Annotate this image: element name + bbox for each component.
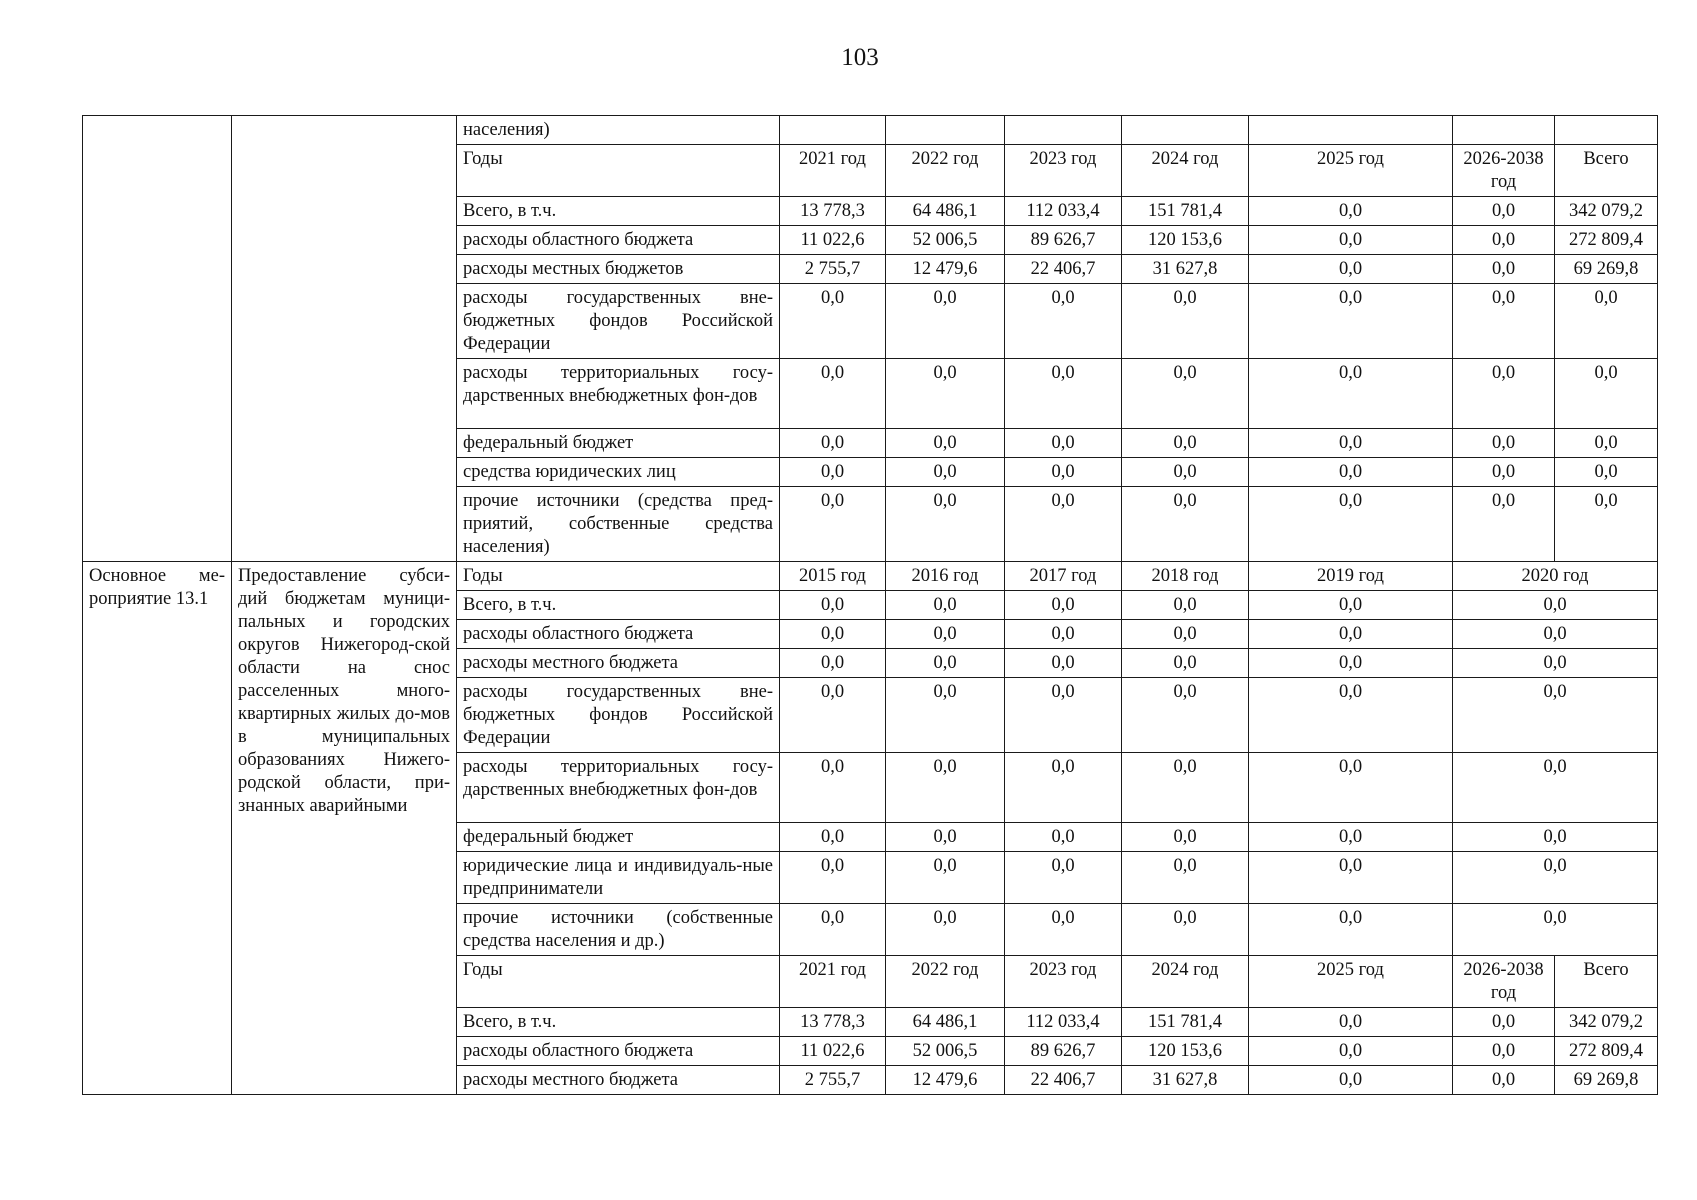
year-header: 2024 год [1122,145,1249,197]
row-label: расходы местных бюджетов [457,255,780,284]
value-cell: 64 486,1 [886,197,1005,226]
blank-cell [780,116,886,145]
value-cell: 0,0 [1453,255,1555,284]
value-cell: 0,0 [886,429,1005,458]
value-cell: 0,0 [886,620,1005,649]
value-cell: 0,0 [1453,458,1555,487]
row-label: расходы государственных вне-бюджетных фондов Российской Федерации [457,678,780,753]
value-cell: 0,0 [886,753,1005,823]
value-cell: 0,0 [1453,284,1555,359]
value-cell: 12 479,6 [886,255,1005,284]
blank-cell [1005,116,1122,145]
year-header: 2021 год [780,145,886,197]
row-label: средства юридических лиц [457,458,780,487]
value-cell: 52 006,5 [886,226,1005,255]
value-cell: 0,0 [1249,649,1453,678]
value-cell: 69 269,8 [1555,1066,1658,1095]
value-cell: 0,0 [1005,429,1122,458]
row-label: Всего, в т.ч. [457,197,780,226]
value-cell: 0,0 [1005,359,1122,429]
value-cell: 0,0 [1249,226,1453,255]
value-cell: 0,0 [1453,649,1658,678]
year-header: 2018 год [1122,562,1249,591]
value-cell: 0,0 [780,591,886,620]
row-label: Всего, в т.ч. [457,1008,780,1037]
value-cell: 0,0 [1122,458,1249,487]
value-cell: 0,0 [1453,904,1658,956]
value-cell: 0,0 [780,359,886,429]
value-cell: 52 006,5 [886,1037,1005,1066]
value-cell: 64 486,1 [886,1008,1005,1037]
value-cell: 0,0 [1122,284,1249,359]
value-cell: 0,0 [1249,852,1453,904]
measure-name: Основное ме-роприятие 13.1 [83,562,232,1095]
blank-cell [83,116,232,562]
years-label: Годы [457,562,780,591]
value-cell: 0,0 [1122,591,1249,620]
value-cell: 0,0 [780,678,886,753]
row-label: расходы областного бюджета [457,226,780,255]
value-cell: 0,0 [1122,753,1249,823]
value-cell: 0,0 [1453,226,1555,255]
row-label: расходы местного бюджета [457,1066,780,1095]
row-label: расходы территориальных госу-дарственных внебюджетных фон-дов [457,359,780,429]
value-cell: 0,0 [1453,591,1658,620]
value-cell: 0,0 [1005,458,1122,487]
value-cell: 0,0 [1122,852,1249,904]
value-cell: 0,0 [780,823,886,852]
row-label: прочие источники (средства пред-приятий, собственные средства населения) [457,487,780,562]
value-cell: 0,0 [886,823,1005,852]
row-label: расходы государственных вне-бюджетных фондов Российской Федерации [457,284,780,359]
value-cell: 0,0 [1122,649,1249,678]
value-cell: 0,0 [780,649,886,678]
value-cell: 0,0 [1555,359,1658,429]
value-cell: 22 406,7 [1005,1066,1122,1095]
year-header: 2017 год [1005,562,1122,591]
value-cell: 0,0 [1122,487,1249,562]
row-label: расходы территориальных госу-дарственных внебюджетных фон-дов [457,753,780,823]
row-label: федеральный бюджет [457,823,780,852]
value-cell: 0,0 [886,852,1005,904]
value-cell: 0,0 [1249,591,1453,620]
value-cell: 0,0 [886,649,1005,678]
value-cell: 151 781,4 [1122,1008,1249,1037]
value-cell: 0,0 [886,487,1005,562]
value-cell: 0,0 [1122,359,1249,429]
value-cell: 0,0 [1453,678,1658,753]
header-row [83,562,1658,591]
value-cell: 0,0 [780,487,886,562]
year-header: Всего [1555,956,1658,1008]
value-cell: 272 809,4 [1555,226,1658,255]
budget-table [82,115,1658,1095]
value-cell: 112 033,4 [1005,197,1122,226]
year-header: 2026-2038 год [1453,145,1555,197]
row-label: прочие источники (собственные средства населения и др.) [457,904,780,956]
value-cell: 0,0 [1249,359,1453,429]
blank-cell [232,116,457,562]
value-cell: 0,0 [1555,429,1658,458]
value-cell: 0,0 [780,904,886,956]
value-cell: 0,0 [1005,591,1122,620]
value-cell: 0,0 [1122,904,1249,956]
row-label: Всего, в т.ч. [457,591,780,620]
value-cell: 0,0 [886,591,1005,620]
value-cell: 0,0 [1005,852,1122,904]
year-header: 2023 год [1005,145,1122,197]
value-cell: 0,0 [780,429,886,458]
value-cell: 0,0 [886,904,1005,956]
years-label: Годы [457,956,780,1008]
value-cell: 13 778,3 [780,197,886,226]
value-cell: 0,0 [1005,620,1122,649]
value-cell: 0,0 [1453,1037,1555,1066]
value-cell: 0,0 [1453,852,1658,904]
year-header: 2025 год [1249,145,1453,197]
value-cell: 0,0 [1249,1066,1453,1095]
row-label: населения) [457,116,780,145]
year-header: 2019 год [1249,562,1453,591]
value-cell: 0,0 [1005,904,1122,956]
value-cell: 0,0 [1005,284,1122,359]
value-cell: 0,0 [780,753,886,823]
value-cell: 0,0 [1005,823,1122,852]
value-cell: 0,0 [1249,458,1453,487]
value-cell: 0,0 [1453,1066,1555,1095]
value-cell: 0,0 [1249,487,1453,562]
value-cell: 0,0 [1453,197,1555,226]
value-cell: 0,0 [1249,429,1453,458]
value-cell: 0,0 [1249,1008,1453,1037]
year-header: 2022 год [886,145,1005,197]
year-header: 2024 год [1122,956,1249,1008]
value-cell: 0,0 [886,678,1005,753]
value-cell: 22 406,7 [1005,255,1122,284]
value-cell: 272 809,4 [1555,1037,1658,1066]
value-cell: 342 079,2 [1555,1008,1658,1037]
year-header: 2026-2038 год [1453,956,1555,1008]
value-cell: 12 479,6 [886,1066,1005,1095]
value-cell: 2 755,7 [780,255,886,284]
value-cell: 0,0 [1555,487,1658,562]
table-body [83,116,1658,1095]
value-cell: 0,0 [1453,1008,1555,1037]
table-row [83,116,1658,145]
value-cell: 11 022,6 [780,226,886,255]
page-number: 103 [841,44,879,71]
value-cell: 0,0 [1453,620,1658,649]
value-cell: 342 079,2 [1555,197,1658,226]
value-cell: 0,0 [1005,487,1122,562]
value-cell: 0,0 [1453,487,1555,562]
blank-cell [1453,116,1555,145]
year-header: 2016 год [886,562,1005,591]
value-cell: 151 781,4 [1122,197,1249,226]
value-cell: 0,0 [1249,620,1453,649]
row-label: расходы областного бюджета [457,1037,780,1066]
value-cell: 0,0 [1249,904,1453,956]
value-cell: 0,0 [886,458,1005,487]
value-cell: 13 778,3 [780,1008,886,1037]
value-cell: 120 153,6 [1122,226,1249,255]
value-cell: 0,0 [1005,753,1122,823]
row-label: федеральный бюджет [457,429,780,458]
value-cell: 0,0 [1453,359,1555,429]
blank-cell [1555,116,1658,145]
value-cell: 0,0 [1122,429,1249,458]
value-cell: 0,0 [1005,649,1122,678]
value-cell: 0,0 [886,284,1005,359]
blank-cell [1249,116,1453,145]
value-cell: 0,0 [1249,753,1453,823]
value-cell: 0,0 [1122,678,1249,753]
value-cell: 0,0 [1453,429,1555,458]
value-cell: 31 627,8 [1122,1066,1249,1095]
value-cell: 0,0 [886,359,1005,429]
year-header: 2022 год [886,956,1005,1008]
value-cell: 0,0 [1122,823,1249,852]
row-label: расходы местного бюджета [457,649,780,678]
blank-cell [886,116,1005,145]
value-cell: 0,0 [780,852,886,904]
value-cell: 2 755,7 [780,1066,886,1095]
value-cell: 0,0 [780,620,886,649]
row-label: расходы областного бюджета [457,620,780,649]
value-cell: 0,0 [1453,753,1658,823]
value-cell: 89 626,7 [1005,1037,1122,1066]
value-cell: 112 033,4 [1005,1008,1122,1037]
value-cell: 0,0 [1555,458,1658,487]
value-cell: 0,0 [1249,1037,1453,1066]
value-cell: 69 269,8 [1555,255,1658,284]
value-cell: 31 627,8 [1122,255,1249,284]
year-header: 2020 год [1453,562,1658,591]
row-label: юридические лица и индивидуаль-ные предприниматели [457,852,780,904]
value-cell: 0,0 [1005,678,1122,753]
years-label: Годы [457,145,780,197]
year-header: 2015 год [780,562,886,591]
value-cell: 0,0 [1122,620,1249,649]
value-cell: 120 153,6 [1122,1037,1249,1066]
year-header: 2025 год [1249,956,1453,1008]
value-cell: 0,0 [780,458,886,487]
measure-description: Предоставление субси-дий бюджетам муници-пальных и городских округов Нижегород-ской области на снос расселенных много-квартирных жилых до-мов в муниципальных образованиях Нижего-родской области, при-знанных аварийными [232,562,457,1095]
value-cell: 0,0 [1555,284,1658,359]
value-cell: 0,0 [1249,678,1453,753]
value-cell: 0,0 [1453,823,1658,852]
year-header: Всего [1555,145,1658,197]
year-header: 2021 год [780,956,886,1008]
value-cell: 0,0 [1249,197,1453,226]
year-header: 2023 год [1005,956,1122,1008]
value-cell: 0,0 [1249,284,1453,359]
value-cell: 89 626,7 [1005,226,1122,255]
value-cell: 0,0 [1249,255,1453,284]
blank-cell [1122,116,1249,145]
value-cell: 0,0 [1249,823,1453,852]
value-cell: 11 022,6 [780,1037,886,1066]
value-cell: 0,0 [780,284,886,359]
